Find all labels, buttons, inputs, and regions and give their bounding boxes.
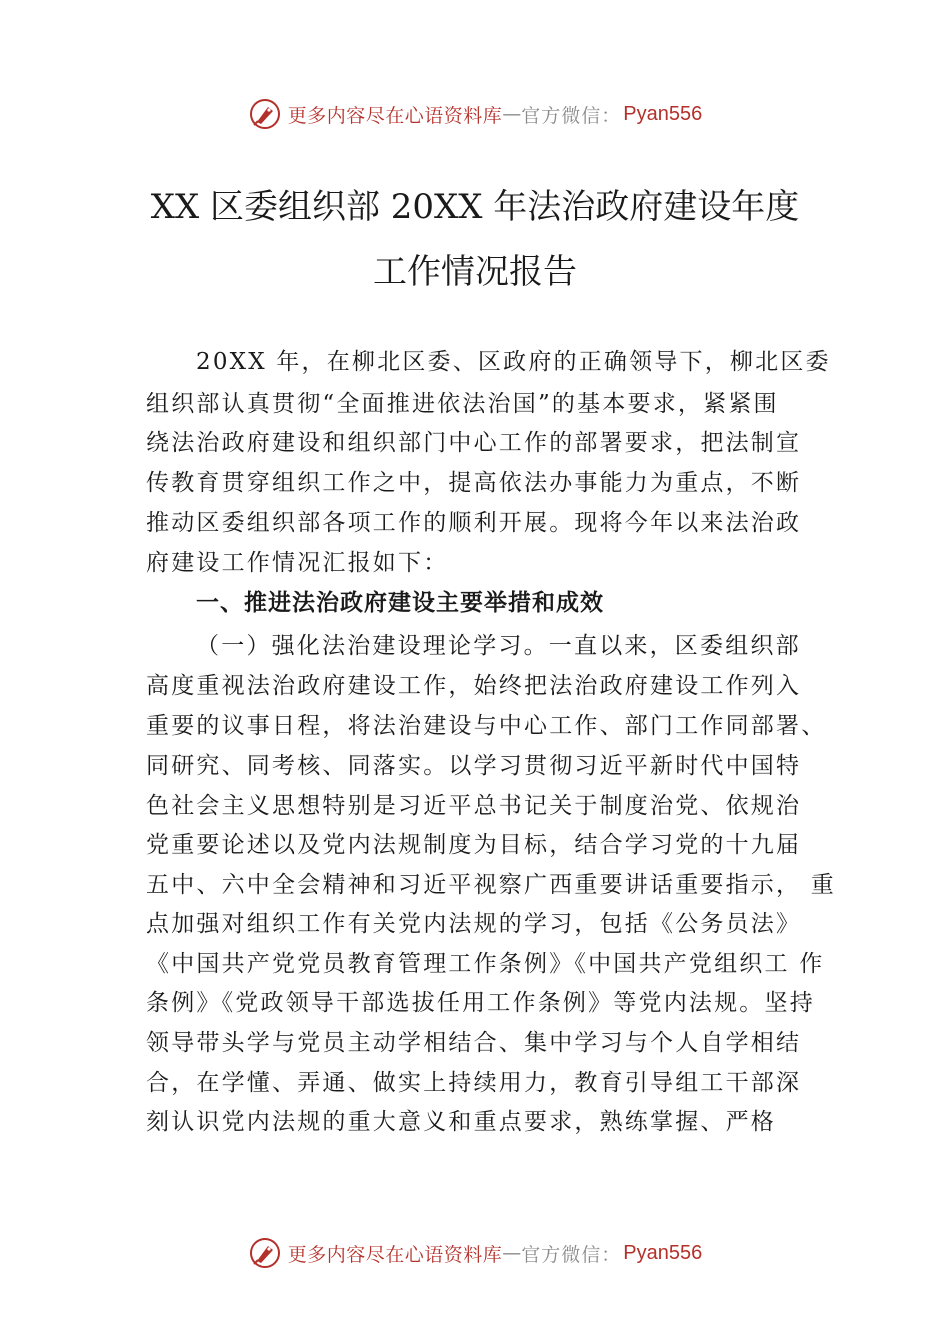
- body-line: 党重要论述以及党内法规制度为目标，结合学习党的十九届: [146, 832, 802, 858]
- body-line: 同研究、同考核、同落实。以学习贯彻习近平新时代中国特: [146, 753, 802, 779]
- banner-wechat-label: 官方微信：: [521, 104, 622, 127]
- body-line: 领导带头学与党员主动学相结合、集中学习与个人自学相结: [146, 1030, 802, 1056]
- footer-watermark-banner: [0, 1231, 950, 1275]
- body-line: 20XX 年，在柳北区委、区政府的正确领导下，柳北区委: [196, 349, 831, 375]
- document-title-line-2: 工作情况报告: [373, 252, 577, 292]
- body-line: 重要的议事日程，将法治建设与中心工作、部门工作同部署、: [146, 713, 827, 739]
- body-line: 组织部认真贯彻“全面推进依法治国”的基本要求，紧紧围: [146, 391, 779, 417]
- pen-nib-logo-icon: [248, 97, 282, 131]
- banner-separator: —: [502, 103, 522, 125]
- body-line: 推动区委组织部各项工作的顺利开展。现将今年以来法治政: [146, 510, 802, 536]
- banner-separator: —: [502, 1242, 522, 1264]
- banner-brand-text: 更多内容尽在心语资料库: [287, 104, 503, 127]
- section-heading: 一、推进法治政府建设主要举措和成效: [196, 590, 604, 616]
- body-line: 点加强对组织工作有关党内法规的学习，包括《公务员法》: [146, 911, 802, 937]
- body-line: 条例》《党政领导干部选拔任用工作条例》等党内法规。坚持: [146, 990, 815, 1016]
- banner-brand-text: 更多内容尽在心语资料库: [287, 1243, 503, 1266]
- body-line: 色社会主义思想特别是习近平总书记关于制度治党、依规治: [146, 793, 802, 819]
- header-watermark-banner: [0, 92, 950, 136]
- banner-wechat-label: 官方微信：: [521, 1243, 622, 1266]
- body-line: 刻认识党内法规的重大意义和重点要求，熟练掌握、严格: [146, 1109, 776, 1135]
- body-line: 五中、六中全会精神和习近平视察广西重要讲话重要指示， 重: [146, 872, 836, 898]
- body-line: 绕法治政府建设和组织部门中心工作的部署要求，把法制宣: [146, 430, 802, 456]
- banner-wechat-id: Pyan556: [623, 1241, 703, 1264]
- body-line: 《中国共产党党员教育管理工作条例》《中国共产党组织工 作: [146, 951, 825, 977]
- body-line: 传教育贯穿组织工作之中，提高依法办事能力为重点，不断: [146, 470, 802, 496]
- body-line: （一）强化法治建设理论学习。一直以来，区委组织部: [196, 633, 801, 659]
- body-line: 高度重视法治政府建设工作，始终把法治政府建设工作列入: [146, 673, 802, 699]
- document-title-line-1: XX 区委组织部 20XX 年法治政府建设年度: [150, 187, 800, 227]
- body-line: 合，在学懂、弄通、做实上持续用力，教育引导组工干部深: [146, 1070, 802, 1096]
- pen-nib-logo-icon: [248, 1236, 282, 1270]
- banner-wechat-id: Pyan556: [623, 102, 703, 125]
- body-line: 府建设工作情况汇报如下：: [146, 550, 449, 576]
